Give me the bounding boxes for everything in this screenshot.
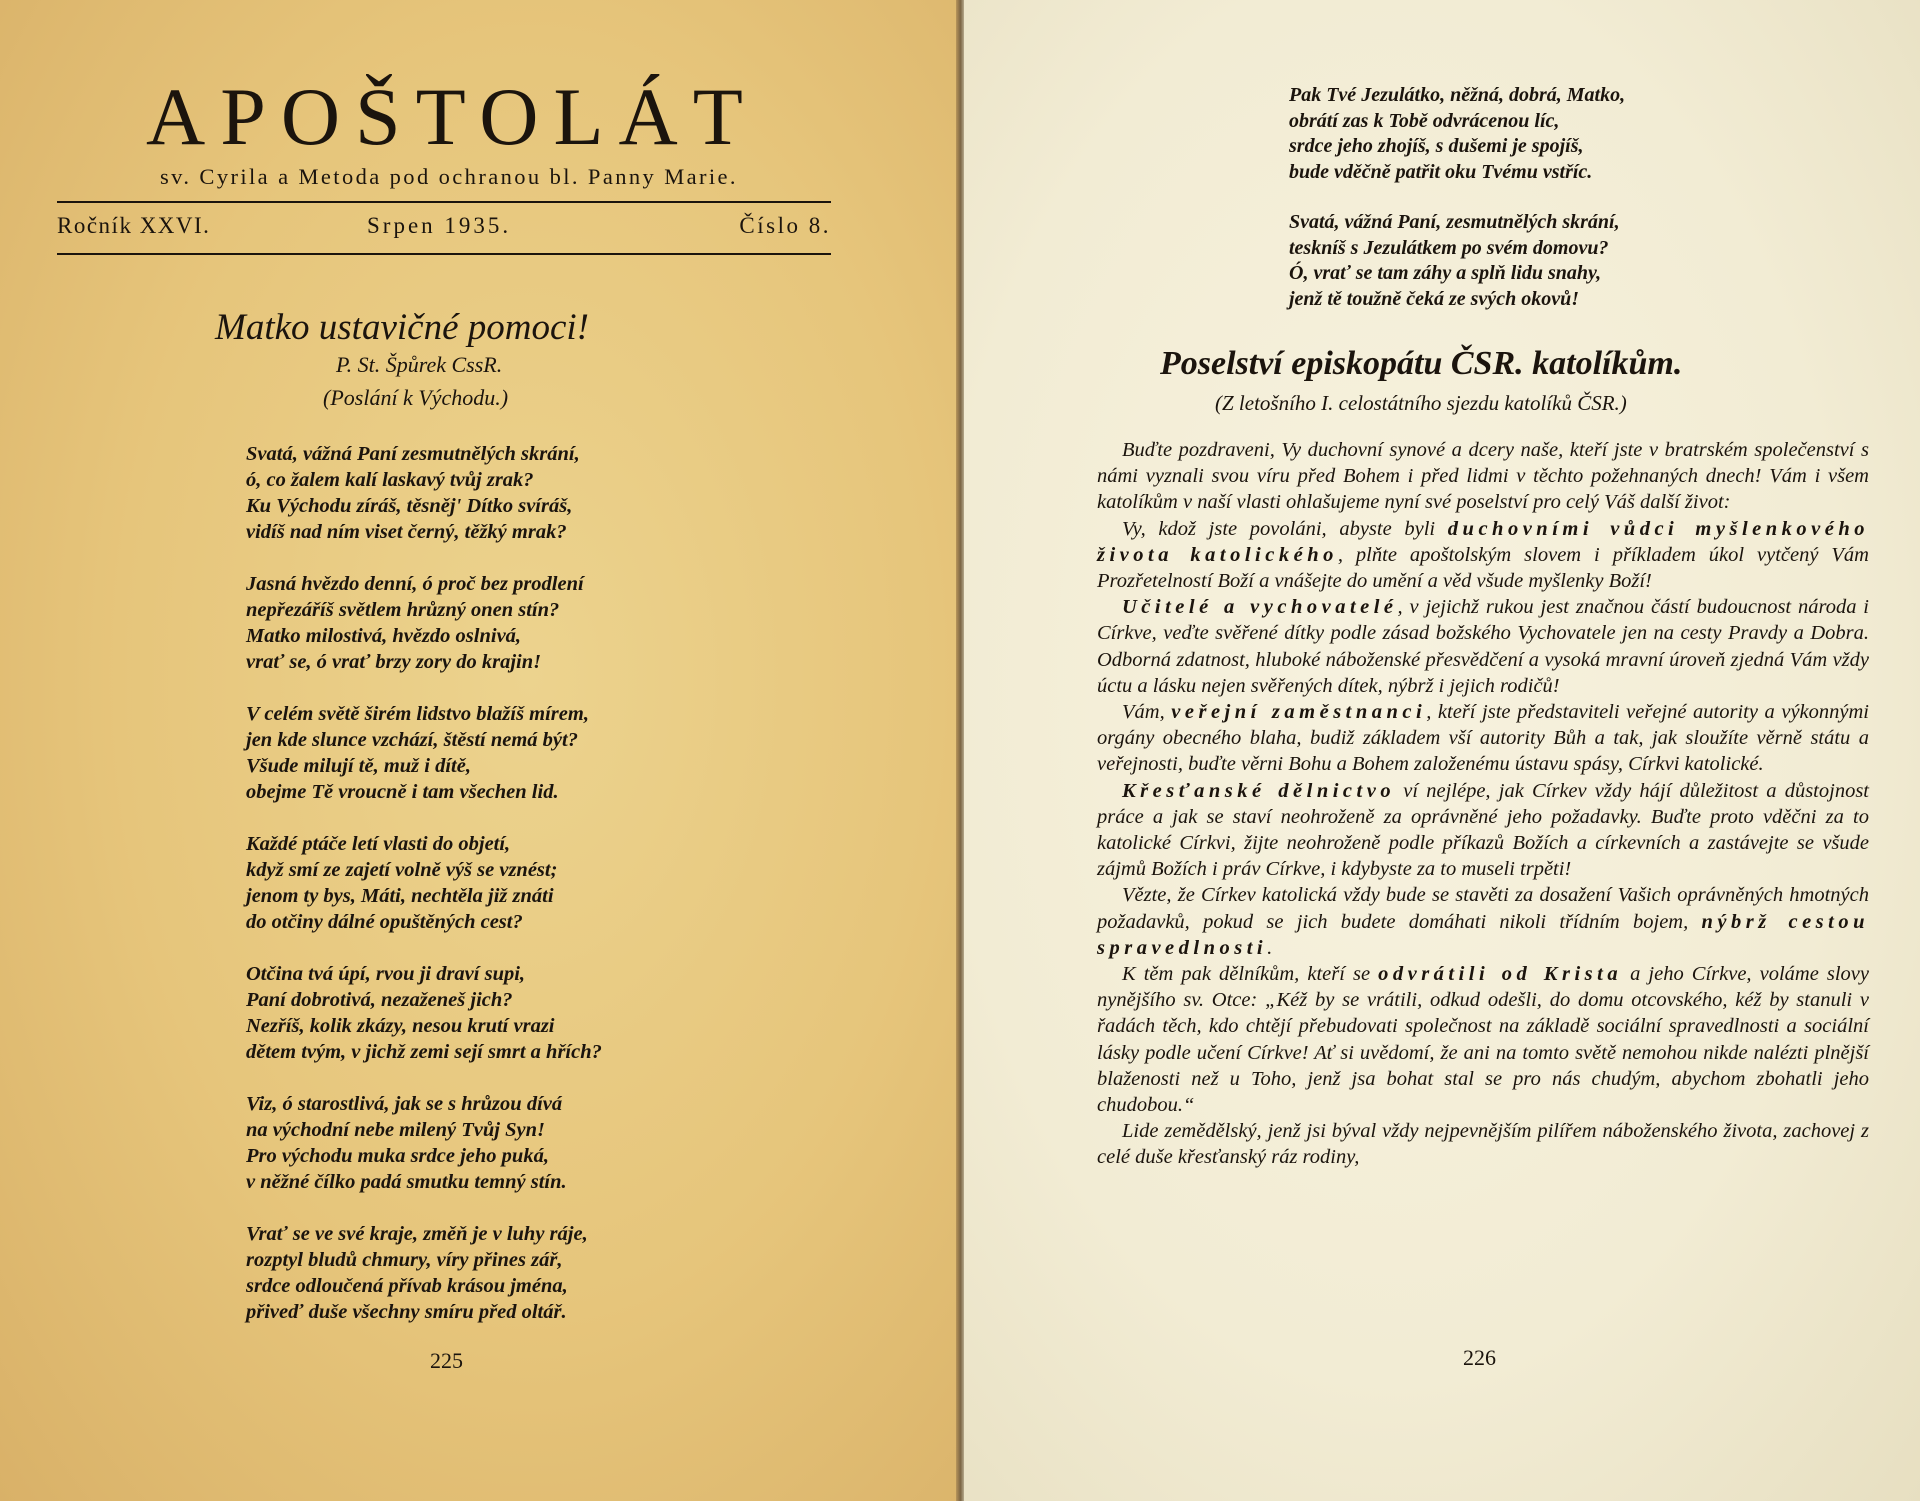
poem-line: Viz, ó starostlivá, jak se s hrůzou dívá bbox=[246, 1093, 563, 1115]
paragraph-text: a jeho Církve, voláme slovy nynějšího sv. Otce: „Kéž by se vrátili, odkud odešli, do domu otcovského, kéž by stanuli v řadách těch, kdo chtějí přebudovati společnost na základě sociální spravedlnosti a sociální lásky podle učení Církve! Ať si uvědomí, že ani na tomto světě nemohou nikde nalézti plnější blaženosti než u Toho, jenž jsa bohat stal se pro nás chudým, abychom zbohatli jeho chudobou.“ bbox=[1097, 963, 1869, 1117]
poem-line: vrať se, ó vrať brzy zory do krajin! bbox=[246, 651, 542, 673]
article-title: Poselství episkopátu ČSR. katolíkům. bbox=[1160, 345, 1683, 382]
paragraph-text: Vy, kdož jste povoláni, abyste byli bbox=[1122, 517, 1448, 540]
issue-volume: Ročník XXVI. bbox=[57, 213, 211, 238]
paragraph-text: Vězte, že Církev katolická vždy bude se stavěti za dosažení Vašich oprávněných hmotných požadavků, pokud se jich budete domáhati nikoli třídním bojem, bbox=[1097, 884, 1869, 933]
paragraph-text: Lide zemědělský, jenž jsi býval vždy nejpevnějším pilířem náboženského života, zachovej z celé duše křesťanský ráz rodiny, bbox=[1097, 1120, 1869, 1169]
poem-line: na východní nebe milený Tvůj Syn! bbox=[246, 1119, 545, 1141]
poem-line: Pak Tvé Jezulátko, něžná, dobrá, Matko, bbox=[1289, 84, 1626, 106]
poem-line: Otčina tvá úpí, rvou ji draví supi, bbox=[246, 963, 526, 985]
poem-line: V celém světě širém lidstvo blažíš mírem, bbox=[246, 703, 589, 725]
poem-continuation bbox=[1289, 83, 1889, 337]
page-number-left: 225 bbox=[430, 1348, 463, 1373]
paragraph-text: Vám, bbox=[1122, 701, 1172, 724]
poem-line: nepřezáříš světlem hrůzný onen stín? bbox=[246, 599, 560, 621]
poem-title: Matko ustavičné pomoci! bbox=[215, 307, 589, 348]
poem-line: Pro východu muka srdce jeho puká, bbox=[246, 1145, 549, 1167]
poem-stanza bbox=[1289, 83, 1889, 185]
issue-number: Číslo 8. bbox=[739, 213, 831, 238]
page-number-right: 226 bbox=[1463, 1345, 1496, 1370]
poem-line: teskníš s Jezulátkem po svém domovu? bbox=[1289, 236, 1609, 259]
poem-line: obejme Tě vroucně i tam všechen lid. bbox=[246, 781, 559, 803]
article-paragraph bbox=[1097, 516, 1869, 595]
paragraph-text: , v jejichž rukou jest značnou částí budoucnost národa i Církve, veďte svěřené dítky podle zásad božského Vychovatele jen na cesty Pravdy a Dobra. Odborná zdatnost, hluboké náboženské přesvědčení a vysoká mravní úroveň zjedná Vám vždy úctu a lásku nejen svěřených dítek, nýbrž i jejich rodičů! bbox=[1097, 596, 1870, 697]
article-subtitle: (Z letošního I. celostátního sjezdu katolíků ČSR.) bbox=[1215, 391, 1627, 415]
spaced-emphasis: duchovními vůdci myšlenkového života katolického bbox=[1097, 517, 1869, 566]
article-paragraph bbox=[1097, 778, 1869, 883]
poem-line: do otčiny dálné opuštěných cest? bbox=[246, 911, 523, 933]
poem-line: Vrať se ve své kraje, změň je v luhy ráje, bbox=[246, 1223, 588, 1245]
paragraph-text: . bbox=[1267, 936, 1273, 959]
poem-line: ó, co žalem kalí laskavý tvůj zrak? bbox=[246, 469, 534, 491]
paragraph-text: , plňte apoštolským slovem i příkladem úkol vytčený Vám Prozřetelností Boží a vnášejte do umění a věd všude myšlenky Boží! bbox=[1097, 543, 1869, 593]
article-paragraph bbox=[1097, 594, 1869, 699]
poem-line: Svatá, vážná Paní zesmutnělých skrání, bbox=[246, 443, 580, 465]
poem-line: obrátí zas k Tobě odvrácenou líc, bbox=[1289, 109, 1560, 132]
poem-line: dětem tvým, v jichž zemi sejí smrt a hřích? bbox=[246, 1041, 602, 1063]
poem-line: Ó, vrať se tam záhy a splň lidu snahy, bbox=[1289, 262, 1602, 284]
poem-line: Každé ptáče letí vlasti do objetí, bbox=[246, 833, 511, 855]
issue-date: Srpen 1935. bbox=[367, 213, 512, 238]
spaced-emphasis: odvrátili od Krista bbox=[1378, 963, 1623, 986]
spaced-emphasis: Učitelé a vychovatelé bbox=[1122, 596, 1398, 619]
poem-stanza bbox=[1289, 210, 1889, 312]
spaced-emphasis: Křesťanské dělnictvo bbox=[1122, 779, 1396, 802]
poem-line: srdce odloučená přívab krásou jména, bbox=[246, 1275, 568, 1297]
poem-line: když smí ze zajetí volně výš se vznést; bbox=[246, 859, 558, 881]
spaced-emphasis: nýbrž cestou spravedlnosti bbox=[1097, 910, 1869, 959]
poem-line: Paní dobrotivá, nezaženeš jich? bbox=[246, 989, 513, 1011]
poem-line: rozptyl bludů chmury, víry přines zář, bbox=[246, 1249, 563, 1271]
poem-line: vidíš nad ním viset černý, těžký mrak? bbox=[246, 521, 567, 543]
poem-line: Nezříš, kolik zkázy, nesou krutí vrazi bbox=[246, 1015, 555, 1037]
article-paragraph bbox=[1097, 437, 1869, 516]
poem-line: přiveď duše všechny smíru před oltář. bbox=[246, 1301, 567, 1323]
poem-line: jenom ty bys, Máti, nechtěla již znáti bbox=[246, 885, 554, 907]
article-paragraph bbox=[1097, 699, 1869, 778]
poem-line: Všude milují tě, muž i dítě, bbox=[246, 755, 471, 777]
article-paragraph bbox=[1097, 882, 1869, 961]
poem-author: P. St. Špůrek CssR. bbox=[336, 352, 503, 377]
spaced-emphasis: veřejní zaměstnanci bbox=[1171, 701, 1427, 724]
paragraph-text: K těm pak dělníkům, kteří se bbox=[1122, 963, 1379, 986]
poem-line: v něžné čílko padá smutku temný stín. bbox=[246, 1171, 567, 1193]
poem-line: Ku Východu zíráš, těsněj' Dítko svíráš, bbox=[246, 495, 573, 517]
poem-line: Jasná hvězdo denní, ó proč bez prodlení bbox=[246, 573, 584, 595]
poem-line: srdce jeho zhojíš, s dušemi je spojíš, bbox=[1289, 135, 1584, 157]
article-body bbox=[1097, 437, 1869, 1171]
poem-line: bude vděčně patřit oku Tvému vstříc. bbox=[1289, 160, 1593, 183]
article-paragraph bbox=[1097, 961, 1869, 1118]
paragraph-text: Buďte pozdraveni, Vy duchovní synové a dcery naše, kteří jste v bratrském společenství s námi vyznali svou víru před Bohem i před lidmi v těchto požehnaných dnech! Vám i všem katolíkům v naší vlasti ohlašujeme nyní své poselství pro celý Váš další život: bbox=[1097, 439, 1869, 514]
poem-note: (Poslání k Východu.) bbox=[323, 385, 509, 410]
article-paragraph bbox=[1097, 1118, 1869, 1170]
paragraph-text: , kteří jste představiteli veřejné autority a výkonnými orgány obecného blaha, budiž základem vší autority Bůh a tak, jak sloužíte věrně státu a veřejnosti, buďte věrni Bohu a Bohem založenému ústavu spásy, Církvi katolické. bbox=[1097, 701, 1869, 776]
paragraph-text: ví nejlépe, jak Církev vždy hájí důležitost a důstojnost práce a jak se staví neohroženě za oprávněné jeho požadavky. Buďte proto vděčni za to katolické Církvi, žijte neohroženě podle příkazů Božích a církevních a zastávejte se všude zájmů Božích i práv Církve, i kdybyste za to museli trpěti! bbox=[1097, 779, 1869, 881]
masthead-title: APOŠTOLÁT bbox=[146, 71, 758, 162]
poem-line: Svatá, vážná Paní, zesmutnělých skrání, bbox=[1289, 211, 1620, 233]
masthead-subtitle: sv. Cyrila a Metoda pod ochranou bl. Panny Marie. bbox=[160, 164, 738, 189]
poem-line: jenž tě toužně čeká ze svých okovů! bbox=[1289, 287, 1579, 310]
poem-line: jen kde slunce vzchází, štěstí nemá být? bbox=[246, 729, 578, 751]
poem-line: Matko milostivá, hvězdo oslnivá, bbox=[246, 625, 522, 647]
